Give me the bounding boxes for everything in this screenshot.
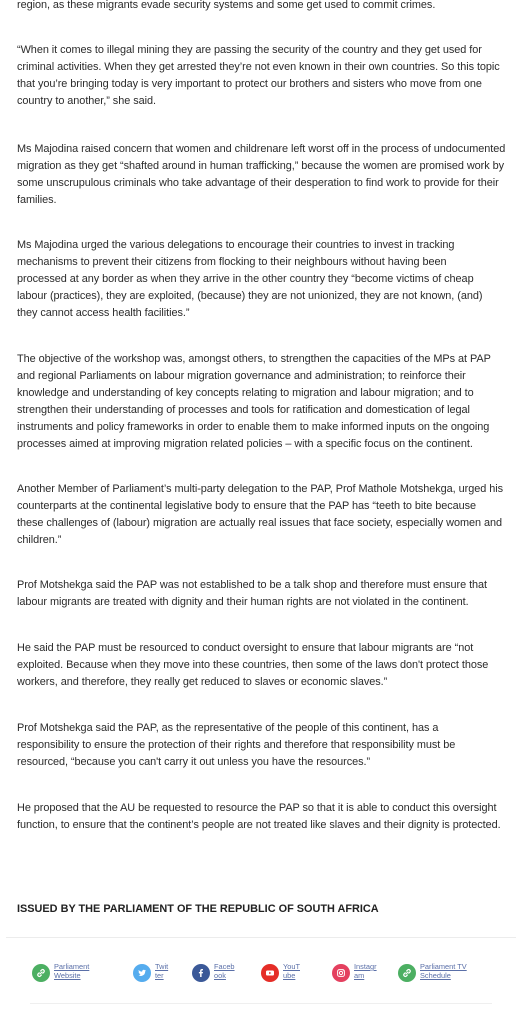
link-icon bbox=[32, 964, 50, 982]
social-footer bbox=[6, 937, 516, 1034]
article-paragraph: Another Member of Parliament’s multi-party delegation to the PAP, Prof Mathole Motshekga, urged his counterparts at the continental legislative body to ensure that the PAP has “teeth to bite because these challenges of (labour) migration are actually real issues that face society, especially women and children.” bbox=[17, 483, 503, 546]
youtube-link[interactable] bbox=[261, 962, 327, 982]
youtube-icon bbox=[261, 964, 279, 982]
link-label: Parliament TV Schedule bbox=[420, 962, 467, 980]
facebook-icon bbox=[192, 964, 210, 982]
article-paragraph: Prof Motshekga said the PAP was not established to be a talk shop and therefore must ensure that labour migrants are treated with dignity and their human rights are not violated in the continent. bbox=[17, 579, 488, 608]
link-label: Faceb ook bbox=[214, 962, 235, 980]
article-paragraph: He said the PAP must be resourced to conduct oversight to ensure that labour migrants are “not exploited. Because when they move into these countries, then some of the laws don't protect those workers, and therefore, they really get reduced to slaves or economic slaves.” bbox=[17, 642, 489, 688]
facebook-link[interactable] bbox=[192, 962, 258, 982]
issued-by-statement: ISSUED BY THE PARLIAMENT OF THE REPUBLIC OF SOUTH AFRICA bbox=[17, 903, 379, 915]
link-icon bbox=[398, 964, 416, 982]
parliament-website-link[interactable] bbox=[32, 962, 98, 982]
link-label: Parliament Website bbox=[54, 962, 90, 980]
twitter-icon bbox=[133, 964, 151, 982]
social-links bbox=[6, 962, 516, 992]
footer-divider bbox=[30, 1003, 492, 1004]
article-paragraph: He proposed that the AU be requested to resource the PAP so that it is able to conduct this oversight function, to ensure that the continent’s people are not treated like slaves and their dignity is protected. bbox=[17, 802, 501, 831]
article-paragraph: region, as these migrants evade security systems and some get used to commit crimes. bbox=[17, 0, 436, 11]
link-label: YouT ube bbox=[283, 962, 300, 980]
article-paragraph: “When it comes to illegal mining they are passing the security of the country and they get used for criminal activities. When they get arrested they’re not even known in their own countries. So this topic that you’re bringing today is very important to protect our brothers and sisters who move from one country to another,” she said. bbox=[17, 44, 500, 107]
article-paragraph: The objective of the workshop was, amongst others, to strengthen the capacities of the MPs at PAP and regional Parliaments on labour migration governance and administration; to reinforce their knowledge and understanding of key concepts relating to migration and labour migration; and to strengthen their understanding of processes and tools for ratification and domestication of legal instruments and policy frameworks in order to enable them to make informed inputs on the ongoing processes aimed at improving migration related policies – with a specific focus on the continent. bbox=[17, 353, 491, 450]
article-paragraph: Prof Motshekga said the PAP, as the representative of the people of this continent, has a responsibility to ensure the protection of their rights and therefore that responsibility must be resourced, “because you can't carry it out unless you have the resources.” bbox=[17, 722, 456, 768]
article-paragraph: Ms Majodina raised concern that women and childrenare left worst off in the process of undocumented migration as they get “shafted around in human trafficking,” because the women are promised work by some unscrupulous criminals who take advantage of their desperation to find work to provide for their families. bbox=[17, 143, 506, 206]
twitter-link[interactable] bbox=[133, 962, 199, 982]
link-label: Twit ter bbox=[155, 962, 169, 980]
article-paragraph: Ms Majodina urged the various delegations to encourage their countries to invest in tracking mechanisms to prevent their citizens from flocking to their neighbours without having been processed at any border as when they arrive in the other country they “become victims of cheap labour (practices), they are exploited, (because) they are not unionized, they are not known, (and) they cannot access health facilities.” bbox=[17, 239, 483, 319]
instagram-link[interactable] bbox=[332, 962, 398, 982]
instagram-icon bbox=[332, 964, 350, 982]
link-label: Instagr am bbox=[354, 962, 377, 980]
parliament-tv-schedule-link[interactable] bbox=[398, 962, 480, 982]
